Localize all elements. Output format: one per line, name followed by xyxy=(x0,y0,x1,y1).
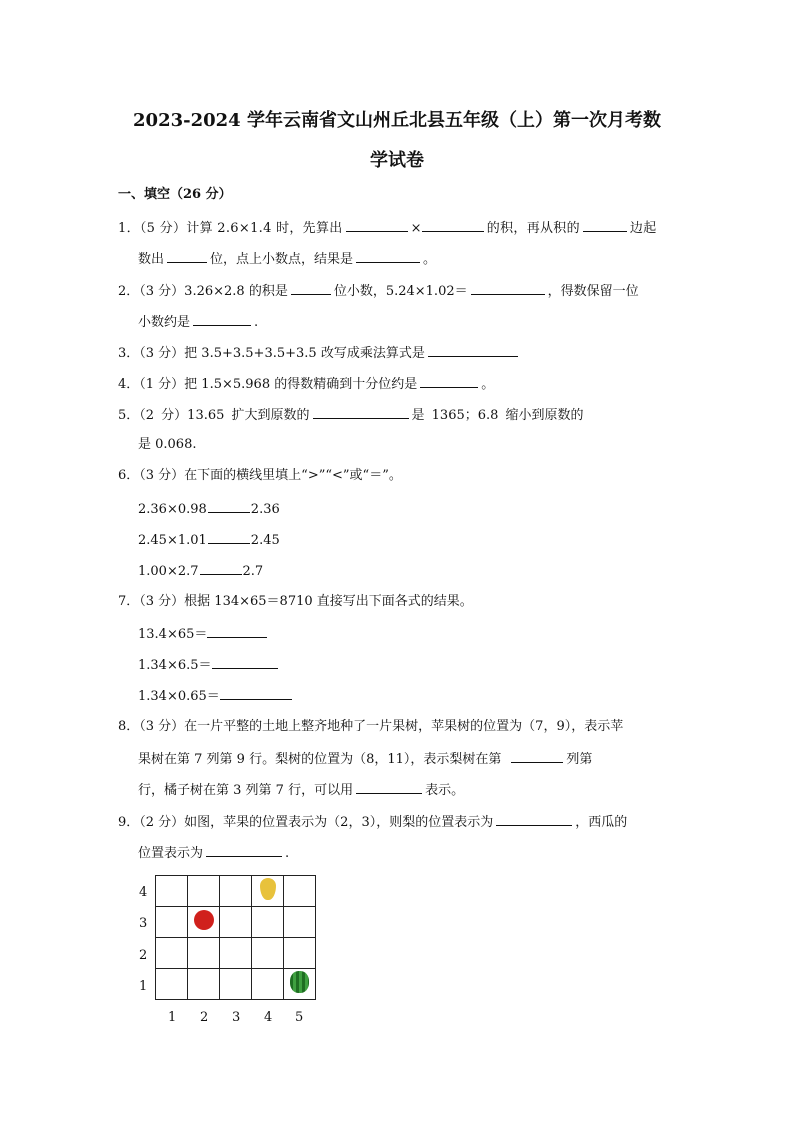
x-label: 2 xyxy=(200,1010,209,1025)
pear-icon xyxy=(260,878,276,900)
calc-item: 1.34×6.5＝ xyxy=(138,656,278,674)
x-label: 3 xyxy=(232,1010,241,1025)
y-label: 2 xyxy=(139,948,148,963)
x-label: 4 xyxy=(264,1010,273,1025)
question-8: 8．（3 分）在一片平整的土地上整齐地种了一片果树，苹果树的位置为（7，9），表示苹 xyxy=(118,719,624,734)
question-5: 5．（2 分）13.65 扩大到原数的 是 1365；6.8 缩小到原数的 xyxy=(118,408,584,423)
calc-item: 1.34×0.65＝ xyxy=(138,687,292,705)
title-line-1: 2023-2024 学年云南省文山州丘北县五年级（上）第一次月考数 xyxy=(133,110,661,131)
question-5-cont: 是 0.068. xyxy=(138,437,197,452)
y-label: 4 xyxy=(139,885,148,900)
position-grid xyxy=(155,875,316,1000)
compare-item: 1.00×2.7 2.7 xyxy=(138,564,264,579)
question-1: 1．（5 分）计算 2.6×1.4 时，先算出 × 的积，再从积的 边起 xyxy=(118,221,657,236)
apple-icon xyxy=(194,910,214,930)
question-2: 2．（3 分）3.26×2.8 的积是 位小数，5.24×1.02＝ ，得数保留一位 xyxy=(118,284,639,299)
question-8-cont2: 行，橘子树在第 3 列第 7 行，可以用 表示。 xyxy=(138,783,465,798)
y-label: 1 xyxy=(139,979,148,994)
compare-item: 2.45×1.01 2.45 xyxy=(138,533,280,548)
question-8-cont: 果树在第 7 列第 9 行。梨树的位置为（8，11），表示梨树在第 列第 xyxy=(138,752,593,767)
question-9: 9．（2 分）如图，苹果的位置表示为（2，3），则梨的位置表示为 ，西瓜的 xyxy=(118,815,628,830)
question-6: 6．（3 分）在下面的横线里填上“>”“<”或“＝”。 xyxy=(118,468,402,483)
watermelon-icon xyxy=(290,971,309,993)
question-7: 7．（3 分）根据 134×65＝8710 直接写出下面各式的结果。 xyxy=(118,594,473,609)
question-9-cont: 位置表示为 . xyxy=(138,846,290,861)
x-label: 1 xyxy=(168,1010,177,1025)
y-label: 3 xyxy=(139,916,148,931)
compare-item: 2.36×0.98 2.36 xyxy=(138,502,280,517)
calc-item: 13.4×65＝ xyxy=(138,625,267,643)
x-label: 5 xyxy=(295,1010,304,1025)
title-line-2: 学试卷 xyxy=(370,150,424,171)
question-1-cont: 数出 位，点上小数点，结果是 。 xyxy=(138,252,437,267)
question-3: 3．（3 分）把 3.5+3.5+3.5+3.5 改写成乘法算式是 xyxy=(118,344,521,362)
section-heading: 一、填空（26 分） xyxy=(118,187,232,202)
question-4: 4．（1 分）把 1.5×5.968 的得数精确到十分位约是 。 xyxy=(118,377,495,392)
question-2-cont: 小数约是 . xyxy=(138,315,259,330)
